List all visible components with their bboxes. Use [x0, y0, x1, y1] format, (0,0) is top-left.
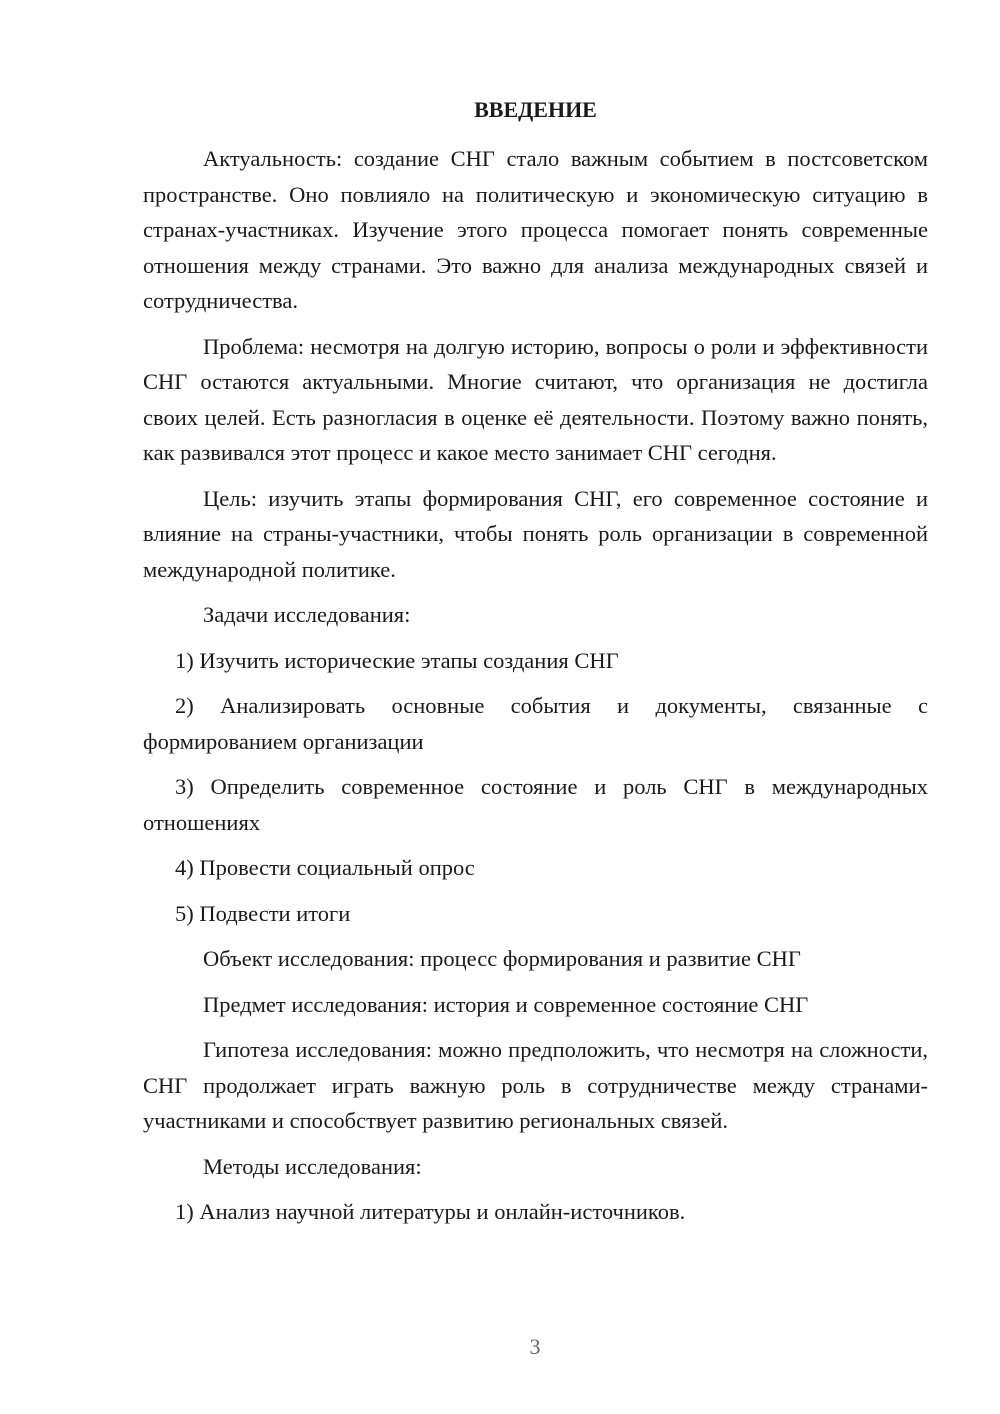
task-item: 2) Анализировать основные события и документы, связанные с формированием организации	[143, 693, 928, 754]
paragraph-hypothesis: Гипотеза исследования: можно предположить, что несмотря на сложности, СНГ продолжает играть важную роль в сотрудничестве между странами-участниками и способствует развитию региональных связей.	[143, 1037, 928, 1133]
page-number: 3	[529, 1334, 541, 1359]
section-title: ВВЕДЕНИЕ	[474, 97, 597, 122]
paragraph-object: Объект исследования: процесс формирования и развитие СНГ	[203, 946, 801, 971]
method-item: 1) Анализ научной литературы и онлайн-источников.	[175, 1199, 686, 1224]
task-item: 3) Определить современное состояние и роль СНГ в международных отношениях	[143, 774, 928, 835]
paragraph-relevance: Актуальность: создание СНГ стало важным событием в постсоветском пространстве. Оно повлияло на политическую и экономическую ситуацию в странах-участниках. Изучение этого процесса помогает понять современные отношения между странами. Это важно для анализа международных связей и сотрудничества.	[143, 146, 928, 313]
paragraph-problem: Проблема: несмотря на долгую историю, вопросы о роли и эффективности СНГ остаются актуальными. Многие считают, что организация не достигла своих целей. Есть разногласия в оценке её деятельности. Поэтому важно понять, как развивался этот процесс и какое место занимает СНГ сегодня.	[143, 333, 928, 465]
task-item: 5) Подвести итоги	[175, 900, 351, 926]
tasks-heading: Задачи исследования:	[203, 602, 411, 627]
task-item: 1) Изучить исторические этапы создания СНГ	[175, 647, 619, 673]
paragraph-goal: Цель: изучить этапы формирования СНГ, его современное состояние и влияние на страны-участники, чтобы понять роль организации в современной международной политике.	[143, 485, 928, 582]
paragraph-subject: Предмет исследования: история и современное состояние СНГ	[203, 991, 809, 1017]
methods-heading: Методы исследования:	[203, 1153, 422, 1179]
document-page	[143, 92, 928, 1240]
task-item: 4) Провести социальный опрос	[175, 855, 475, 880]
